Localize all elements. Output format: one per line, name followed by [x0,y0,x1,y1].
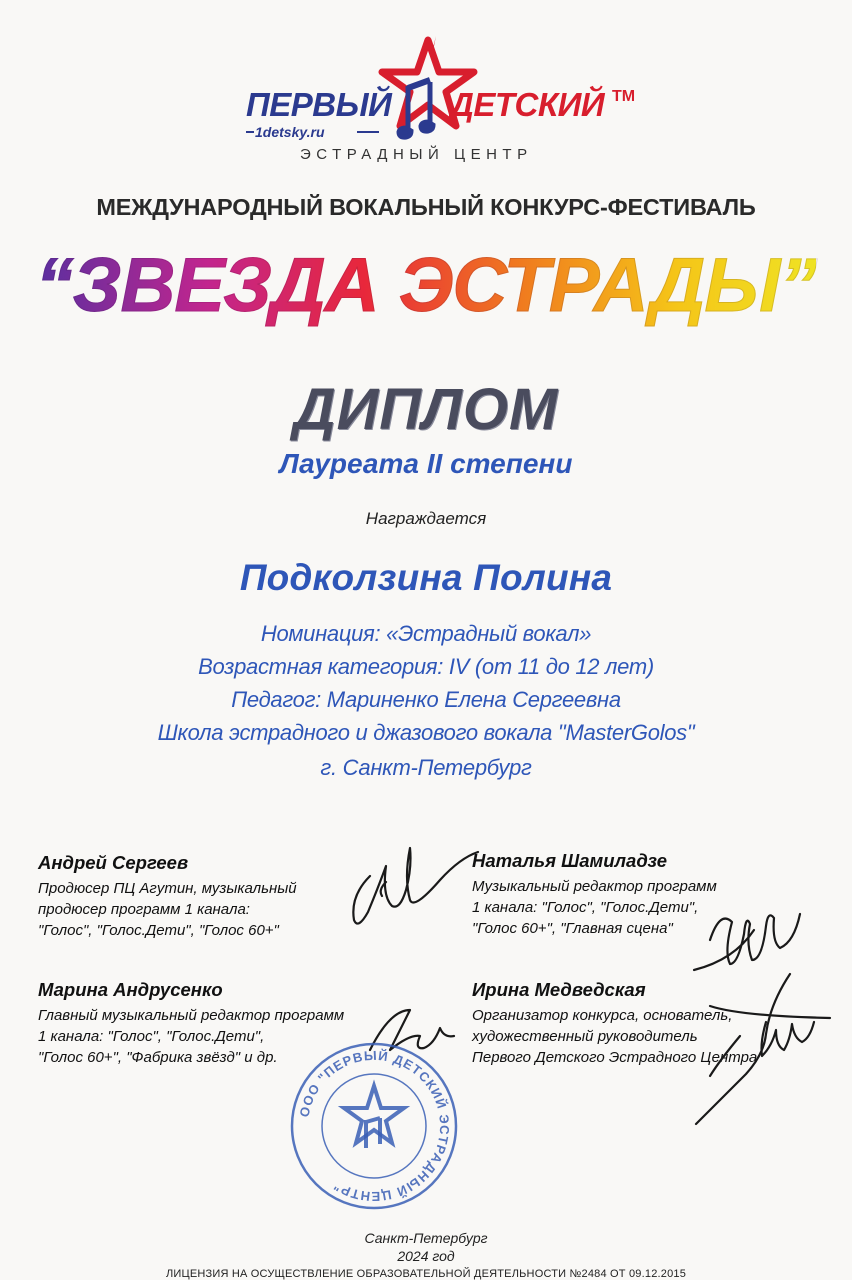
nomination-text: Номинация: «Эстрадный вокал» [260,621,592,646]
brand-left-text: ПЕРВЫЙ [246,86,392,123]
festival-subtitle: МЕЖДУНАРОДНЫЙ ВОКАЛЬНЫЙ КОНКУРС-ФЕСТИВАЛЬ [96,194,756,220]
school-text: Школа эстрадного и джазового вокала "MasterGolos" [157,720,695,745]
trademark-mark: TM [612,88,636,105]
role-line: Организатор конкурса, основатель, [472,1007,733,1024]
brand-subtitle: ЭСТРАДНЫЙ ЦЕНТР [300,146,533,163]
company-seal-icon [288,1040,460,1212]
diploma-degree: Лауреата II степени [279,448,573,479]
teacher-text: Педагог: Мариненко Елена Сергеевна [231,687,621,712]
signatory-name-medvedskaya: Ирина Медведская [472,979,646,1000]
footer-city: Санкт-Петербург [364,1230,488,1246]
website-rule-left [246,131,254,133]
brand-right-text: ДЕТСКИЙ [450,86,605,123]
role-line: Первого Детского Эстрадного Центра [472,1049,758,1066]
signature-medvedskaya [670,966,838,1130]
role-line: Музыкальный редактор программ [472,878,717,895]
footer-license: ЛИЦЕНЗИЯ НА ОСУЩЕСТВЛЕНИЕ ОБРАЗОВАТЕЛЬНОЙ ДЕЯТЕЛЬНОСТИ №2484 ОТ 09.12.2015 [165,1268,687,1280]
role-line: 1 канала: "Голос", "Голос.Дети", [472,899,699,916]
role-line: "Голос 60+", "Фабрика звёзд" и др. [38,1049,278,1066]
signatory-name-andrusenko: Марина Андрусенко [38,979,223,1000]
svg-text:ООО "ПЕРВЫЙ ДЕТСКИЙ ЭСТРАДНЫЙ [297,1048,453,1204]
signatory-role-sergeev [38,878,358,941]
role-line: Продюсер ПЦ Агутин, музыкальный [38,880,297,897]
festival-title [0,238,852,334]
signature-sergeev [330,836,480,936]
website-rule-right [357,131,379,133]
seal-text: ООО "ПЕРВЫЙ ДЕТСКИЙ ЭСТРАДНЫЙ ЦЕНТР" [296,1047,453,1205]
signatory-name-shamiladze: Наталья Шамиладзе [472,850,667,871]
role-line: "Голос", "Голос.Дети", "Голос 60+" [38,922,279,939]
website-text: 1detsky.ru [255,124,325,140]
signatory-name-sergeev: Андрей Сергеев [38,852,189,873]
role-line: продюсер программ 1 канала: [38,901,250,918]
diploma-title: ДИПЛОМ [293,377,559,442]
city-text: г. Санкт-Петербург [320,755,532,780]
role-line: 1 канала: "Голос", "Голос.Дети", [38,1028,265,1045]
footer-year: 2024 год [397,1248,455,1264]
age-category-text: Возрастная категория: IV (от 11 до 12 лет) [198,654,654,679]
role-line: художественный руководитель [472,1028,698,1045]
recipient-name: Подколзина Полина [239,557,613,598]
awarded-label: Награждается [365,509,487,528]
role-line: "Голос 60+", "Главная сцена" [472,920,673,937]
role-line: Главный музыкальный редактор программ [38,1007,345,1024]
festival-title-text: “ЗВЕЗДА ЭСТРАДЫ” [35,243,817,328]
